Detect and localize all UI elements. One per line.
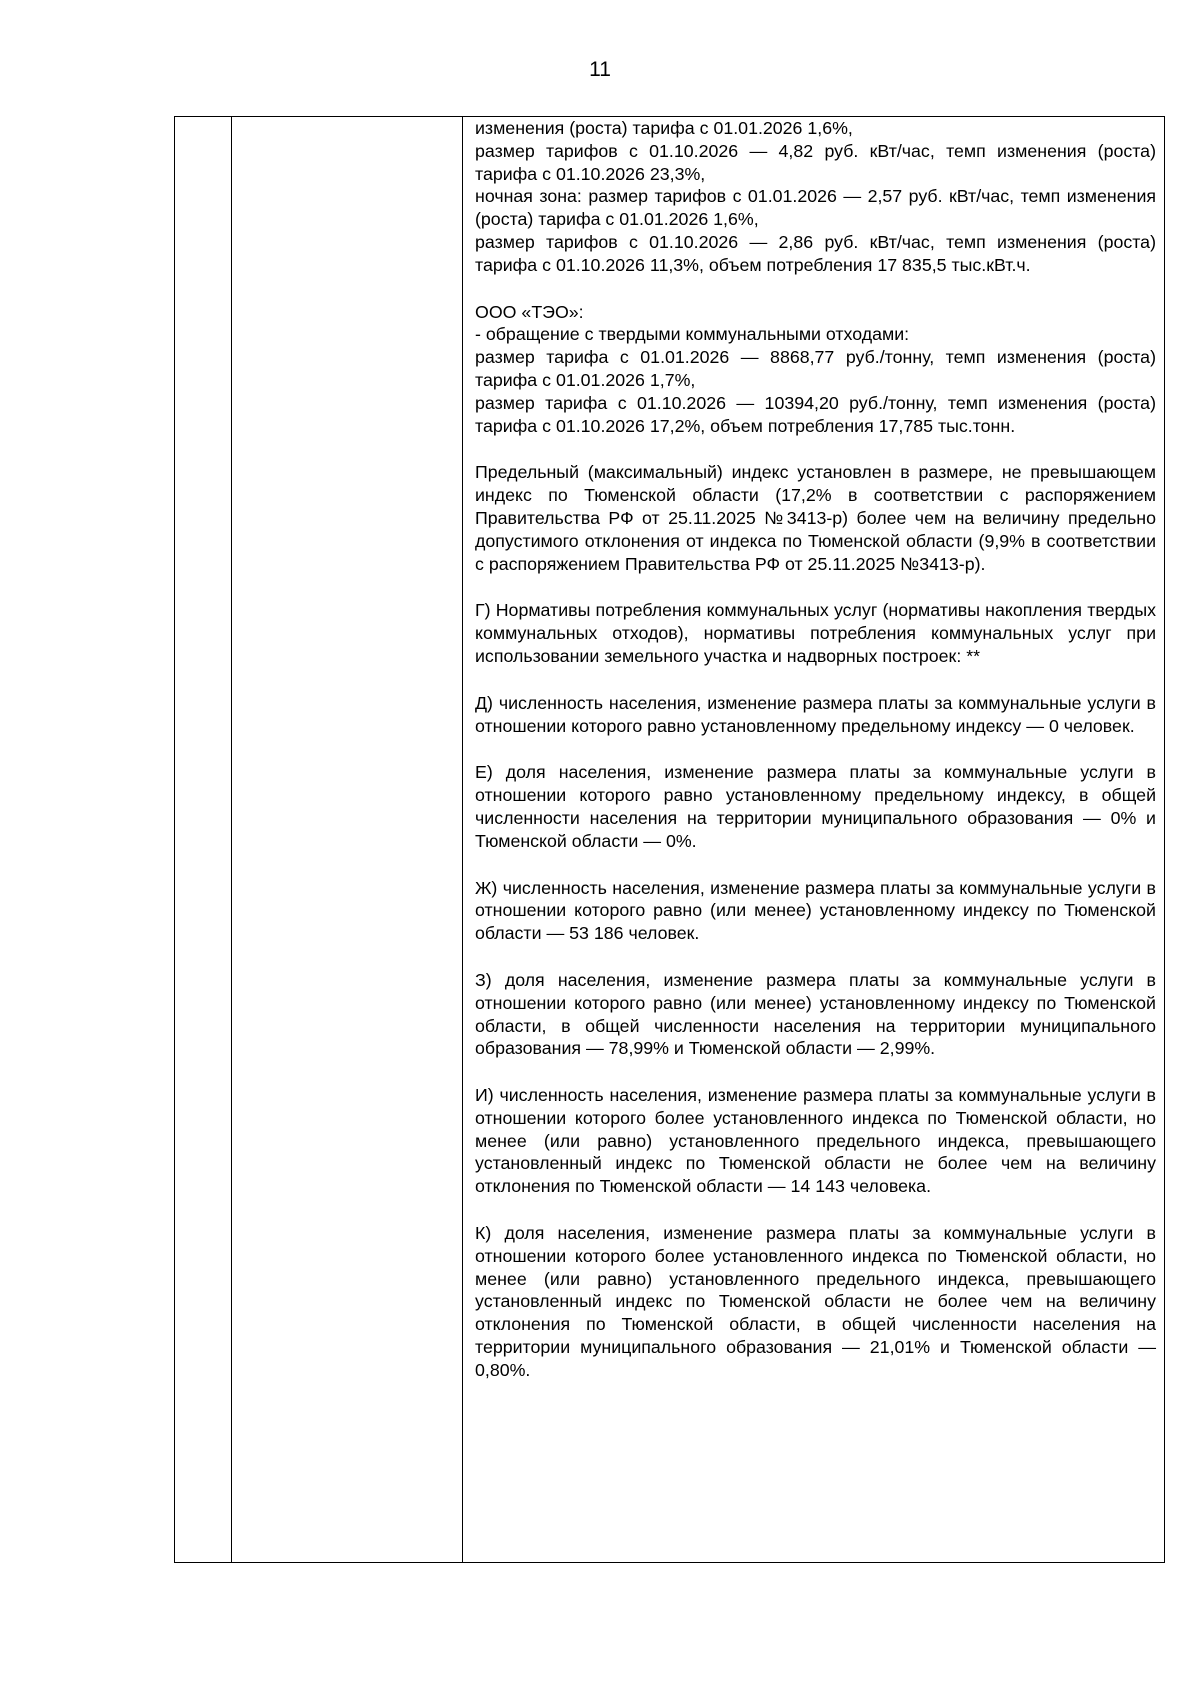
table-column-number: [175, 117, 232, 1562]
paragraph-text: Д) численность населения, изменение размера платы за коммунальные услуги в отношении которого равно установленному предельному индексу — 0 человек.: [475, 692, 1156, 736]
tariff-line: размер тарифа с 01.10.2026 — 10394,20 руб./тонну, темп изменения (роста) тарифа с 01.10.2026 17,2%, объем потребления 17,785 тыс.тонн.: [475, 392, 1156, 436]
page-number: 11: [589, 58, 611, 81]
table-column-content: [463, 117, 1164, 1562]
paragraph-zh: [475, 877, 1156, 945]
paragraph-e: [475, 761, 1156, 852]
teo-tariff-block: [475, 301, 1156, 438]
tariff-line: ООО «ТЭО»:: [475, 301, 584, 322]
paragraph-d: [475, 692, 1156, 738]
paragraph-text: Г) Нормативы потребления коммунальных услуг (нормативы накопления твердых коммунальных отходов), нормативы потребления коммунальных услуг при использовании земельного участка и надворных построек: **: [475, 600, 1156, 666]
max-index-paragraph: [475, 461, 1156, 575]
paragraph-text: И) численность населения, изменение размера платы за коммунальные услуги в отношении которого более установленного индекса по Тюменской области, но менее (или равно) установленного предельного индекса, превышающего установленный индекс по Тюменской области не более чем на величину отклонения по Тюменской области — 14 143 человека.: [475, 1085, 1156, 1197]
paragraph-k: [475, 1222, 1156, 1382]
paragraph-z: [475, 969, 1156, 1060]
tariff-line: размер тарифов с 01.10.2026 — 4,82 руб. кВт/час, темп изменения (роста) тарифа с 01.10.2026 23,3%,: [475, 140, 1156, 184]
electricity-tariff-block: [475, 117, 1156, 277]
tariff-line: размер тарифа с 01.01.2026 — 8868,77 руб./тонну, темп изменения (роста) тарифа с 01.01.2026 1,7%,: [475, 347, 1156, 390]
document-table: [174, 116, 1165, 1563]
tariff-line: - обращение с твердыми коммунальными отходами:: [475, 324, 910, 345]
table-column-name: [231, 117, 463, 1562]
paragraph-g: [475, 599, 1156, 667]
paragraph-i: [475, 1084, 1156, 1198]
paragraph-text: Ж) численность населения, изменение размера платы за коммунальные услуги в отношении которого равно (или менее) установленному индексу по Тюменской области — 53 186 человек.: [475, 877, 1156, 944]
tariff-line: ночная зона: размер тарифов с 01.01.2026 — 2,57 руб. кВт/час, темп изменения (роста) тарифа с 01.01.2026 1,6%,: [475, 186, 1156, 230]
paragraph-text: З) доля населения, изменение размера платы за коммунальные услуги в отношении которого равно (или менее) установленному индексу по Тюменской области, в общей численности населения на территории муниципального образования — 78,99% и Тюменской области — 2,99%.: [475, 969, 1156, 1059]
paragraph-text: К) доля населения, изменение размера платы за коммунальные услуги в отношении которого более установленного индекса по Тюменской области, но менее (или равно) установленного предельного индекса, превышающего установленный индекс по Тюменской области не более чем на величину отклонения по Тюменской области, в общей численности населения на территории муниципального образования — 21,01% и Тюменской области — 0,80%.: [475, 1223, 1156, 1380]
paragraph-text: Е) доля населения, изменение размера платы за коммунальные услуги в отношении которого равно установленному предельному индексу, в общей численности населения на территории муниципального образования — 0% и Тюменской области — 0%.: [475, 762, 1156, 851]
paragraph-text: Предельный (максимальный) индекс установлен в размере, не превышающем индекс по Тюменской области (17,2% в соответствии с распоряжением Правительства РФ от 25.11.2025 №3413-р) более чем на величину предельно допустимого отклонения от индекса по Тюменской области (9,9% в соответствии с распоряжением Правительства РФ от 25.11.2025 №3413-р).: [475, 462, 1156, 574]
tariff-line: размер тарифов с 01.10.2026 — 2,86 руб. кВт/час, темп изменения (роста) тарифа с 01.10.2026 11,3%, объем потребления 17 835,5 тыс.кВт.ч.: [475, 231, 1156, 275]
tariff-line: изменения (роста) тарифа с 01.01.2026 1,6%,: [475, 118, 853, 138]
